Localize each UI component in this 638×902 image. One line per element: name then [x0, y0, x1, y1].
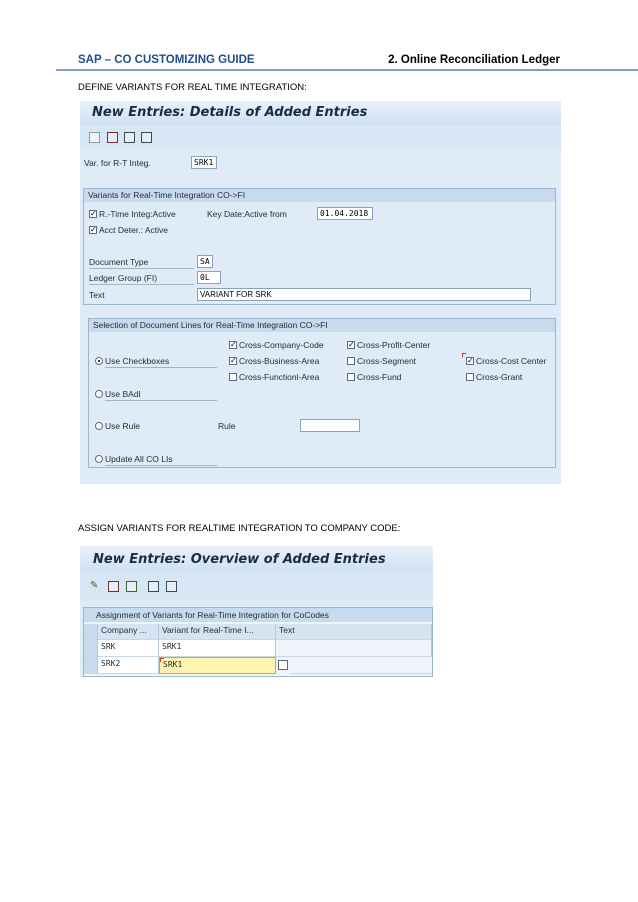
previous-entry-icon[interactable]	[124, 132, 135, 143]
row-selector[interactable]	[84, 640, 98, 657]
key-date-field[interactable]: 01.04.2018	[317, 207, 373, 220]
cross-fund-checkbox[interactable]	[347, 373, 355, 381]
table-cell-variant-active[interactable]: SRK1	[159, 657, 276, 674]
checkmark-icon: ✓	[348, 340, 355, 349]
text-field[interactable]: VARIANT FOR SRK	[197, 288, 531, 301]
label-underline	[105, 367, 217, 368]
group-variants-co-fi	[83, 188, 556, 305]
screen-title-bar	[80, 546, 433, 572]
table-cell-text	[276, 640, 432, 657]
copy-entry-icon[interactable]	[126, 581, 137, 592]
ledger-group-label: Ledger Group (FI)	[89, 273, 158, 283]
cross-segment-checkbox[interactable]	[347, 357, 355, 365]
display-change-icon[interactable]: ✎	[90, 580, 99, 591]
header-divider	[56, 69, 638, 71]
row-selector[interactable]	[84, 657, 98, 674]
cross-profit-center-checkbox[interactable]	[347, 341, 355, 349]
cross-grant-label: Cross-Grant	[476, 372, 523, 382]
cross-cost-center-checkbox[interactable]	[466, 357, 474, 365]
screen-title-bar	[80, 101, 561, 125]
assignment-table	[83, 607, 433, 677]
cross-company-code-checkbox[interactable]	[229, 341, 237, 349]
use-rule-radio[interactable]	[95, 422, 103, 430]
use-badi-label: Use BAdI	[105, 389, 141, 399]
update-all-co-lis-radio[interactable]	[95, 455, 103, 463]
acct-deter-active-checkbox[interactable]	[89, 226, 97, 234]
document-header-chapter: 2. Online Reconciliation Ledger	[388, 54, 560, 66]
ledger-group-field[interactable]: 0L	[197, 271, 221, 284]
screen-title: New Entries: Overview of Added Entries	[93, 552, 386, 567]
checkmark-icon: ✓	[467, 356, 474, 365]
column-header-text[interactable]: Text	[276, 624, 432, 640]
variant-field[interactable]: SRK1	[191, 156, 217, 169]
use-badi-radio[interactable]	[95, 390, 103, 398]
use-rule-label: Use Rule	[105, 421, 140, 431]
cross-functionl-area-checkbox[interactable]	[229, 373, 237, 381]
sap-screen-overview	[80, 546, 433, 677]
column-header-company[interactable]: Company ...	[98, 624, 159, 640]
next-entry-icon[interactable]	[166, 581, 177, 592]
group-title: Selection of Document Lines for Real-Time Integration CO->FI	[89, 319, 555, 332]
table-cell-text	[290, 657, 432, 674]
cross-profit-center-label: Cross-Profit-Center	[357, 340, 431, 350]
group-selection-doc-lines	[88, 318, 556, 468]
acct-deter-active-label: Acct Deter.: Active	[99, 225, 168, 235]
application-toolbar	[80, 572, 433, 600]
select-all-button[interactable]	[84, 624, 98, 640]
update-all-co-lis-label: Update All CO LIs	[105, 454, 173, 464]
document-type-label: Document Type	[89, 257, 149, 267]
cross-business-area-checkbox[interactable]	[229, 357, 237, 365]
column-header-variant[interactable]: Variant for Real-Time I...	[159, 624, 276, 640]
variant-label: Var. for R-T Integ.	[84, 158, 151, 168]
use-checkboxes-label: Use Checkboxes	[105, 356, 170, 366]
delete-entry-icon[interactable]	[108, 581, 119, 592]
cross-functionl-area-label: Cross-Functionl-Area	[239, 372, 320, 382]
delete-entry-icon[interactable]	[107, 132, 118, 143]
label-underline	[89, 284, 194, 285]
cross-company-code-label: Cross-Company-Code	[239, 340, 324, 350]
label-underline	[89, 268, 194, 269]
rt-integ-active-label: R.-Time Integ:Active	[99, 209, 176, 219]
next-entry-icon[interactable]	[141, 132, 152, 143]
checkbox-icon[interactable]	[89, 132, 100, 143]
application-toolbar	[80, 125, 561, 149]
cross-cost-center-label: Cross-Cost Center	[476, 356, 547, 366]
document-type-field[interactable]: SA	[197, 255, 213, 268]
modified-marker-icon	[160, 658, 164, 662]
document-header-title: SAP – CO CUSTOMIZING GUIDE	[78, 54, 255, 66]
rule-label: Rule	[218, 421, 236, 431]
section2-heading: ASSIGN VARIANTS FOR REALTIME INTEGRATION TO COMPANY CODE:	[78, 523, 401, 534]
rt-integ-active-checkbox[interactable]	[89, 210, 97, 218]
cross-business-area-label: Cross-Business-Area	[239, 356, 320, 366]
table-cell-company[interactable]: SRK	[98, 640, 159, 657]
checkmark-icon: ✓	[230, 340, 237, 349]
table-cell-company[interactable]: SRK2	[98, 657, 159, 674]
table-title: Assignment of Variants for Real-Time Integration for CoCodes	[84, 608, 432, 622]
text-label: Text	[89, 290, 105, 300]
key-date-label: Key Date:Active from	[207, 209, 287, 219]
group-title: Variants for Real-Time Integration CO->FI	[84, 189, 555, 202]
checkmark-icon: ✓	[90, 225, 97, 234]
previous-entry-icon[interactable]	[148, 581, 159, 592]
cross-grant-checkbox[interactable]	[466, 373, 474, 381]
checkmark-icon: ✓	[90, 209, 97, 218]
screen-title: New Entries: Details of Added Entries	[92, 105, 368, 120]
label-underline	[105, 400, 217, 401]
section1-heading: DEFINE VARIANTS FOR REAL TIME INTEGRATION:	[78, 82, 307, 93]
cross-segment-label: Cross-Segment	[357, 356, 417, 366]
use-checkboxes-radio[interactable]	[95, 357, 103, 365]
rule-field[interactable]	[300, 419, 360, 432]
checkmark-icon: ✓	[230, 356, 237, 365]
cross-fund-label: Cross-Fund	[357, 372, 402, 382]
sap-screen-details	[80, 101, 561, 484]
label-underline	[105, 465, 217, 466]
table-cell-variant[interactable]: SRK1	[159, 640, 276, 657]
value-help-icon[interactable]	[278, 660, 288, 670]
